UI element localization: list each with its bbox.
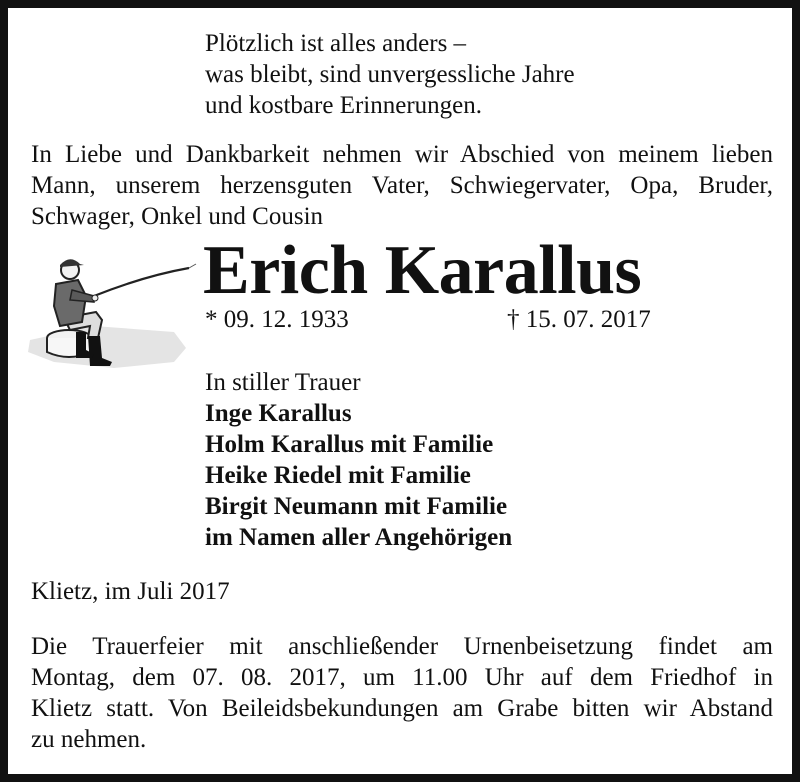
intro-text: [31, 139, 773, 232]
death-date: † 15. 07. 2017: [507, 306, 651, 333]
poem: [205, 28, 575, 121]
mourner-name: im Namen aller Angehörigen: [205, 524, 513, 551]
funeral-notice: [31, 631, 773, 755]
funeral-line: zu nehmen.: [31, 726, 147, 753]
mourner-name: Heike Riedel mit Familie: [205, 462, 471, 489]
poem-line: Plötzlich ist alles anders –: [205, 30, 467, 57]
funeral-line: Montag, dem 07. 08. 2017, um 11.00 Uhr auf dem Friedhof in: [31, 664, 773, 691]
hand: [92, 295, 98, 301]
mourner-name: Birgit Neumann mit Familie: [205, 493, 508, 520]
place-date: Klietz, im Juli 2017: [31, 578, 230, 605]
intro-line: In Liebe und Dankbarkeit nehmen wir Abschied von meinem lieben: [31, 141, 773, 168]
fishing-line: [189, 264, 196, 268]
jacket: [54, 280, 86, 326]
cap: [60, 259, 84, 267]
mourner-name: Holm Karallus mit Familie: [205, 431, 494, 458]
birth-date: * 09. 12. 1933: [205, 306, 349, 333]
intro-line: Mann, unserem herzensguten Vater, Schwiegervater, Opa, Bruder,: [31, 172, 773, 199]
mourners-block: [205, 367, 512, 553]
poem-line: und kostbare Erinnerungen.: [205, 92, 483, 119]
funeral-line: Klietz statt. Von Beileidsbekundungen am Grabe bitten wir Abstand: [31, 695, 773, 722]
fishing-rod: [94, 268, 189, 296]
funeral-line: Die Trauerfeier mit anschließender Urnenbeisetzung findet am: [31, 633, 773, 660]
mourners-heading: In stiller Trauer: [205, 369, 361, 396]
fisherman-illustration: [24, 240, 202, 380]
poem-line: was bleibt, sind unvergessliche Jahre: [205, 61, 575, 88]
deceased-name: Erich Karallus: [203, 232, 642, 309]
mourner-name: Inge Karallus: [205, 400, 352, 427]
intro-line: Schwager, Onkel und Cousin: [31, 203, 324, 230]
